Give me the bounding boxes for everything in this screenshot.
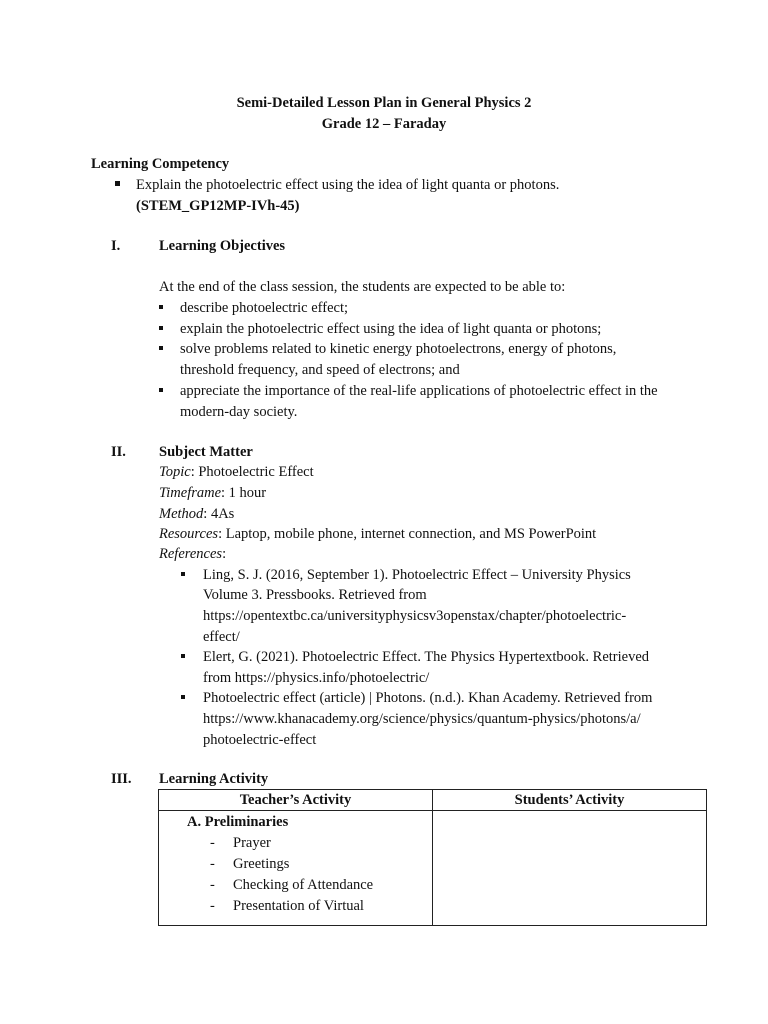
document-subtitle: Grade 12 – Faraday bbox=[321, 116, 447, 132]
table-row bbox=[159, 811, 707, 926]
objective-item: describe photoelectric effect; bbox=[180, 300, 349, 316]
reference-item-continuation: effect/ bbox=[203, 629, 240, 645]
competency-code: (STEM_GP12MP-IVh-45) bbox=[136, 198, 300, 214]
step-item: Prayer bbox=[233, 835, 271, 851]
reference-item-continuation: Volume 3. Pressbooks. Retrieved from bbox=[203, 587, 427, 603]
teacher-activity-header: Teacher’s Activity bbox=[159, 790, 433, 811]
timeframe-label: Timeframe bbox=[159, 485, 222, 501]
objectives-numeral: I. bbox=[111, 238, 121, 254]
subject-numeral: II. bbox=[111, 444, 126, 460]
students-activity-header: Students’ Activity bbox=[433, 790, 707, 811]
objective-bullet bbox=[159, 298, 163, 319]
objective-bullet bbox=[159, 381, 163, 402]
resources-label: Resources bbox=[159, 526, 219, 542]
resources-line bbox=[159, 524, 596, 545]
reference-item: Photoelectric effect (article) | Photons. (n.d.). Khan Academy. Retrieved from bbox=[203, 690, 653, 706]
objective-item: solve problems related to kinetic energy photoelectrons, energy of photons, bbox=[180, 341, 617, 357]
reference-item-continuation: https://www.khanacademy.org/science/physics/quantum-physics/photons/a/ bbox=[203, 711, 641, 727]
activity-numeral: III. bbox=[111, 771, 132, 787]
step-dash: - bbox=[210, 835, 215, 851]
activity-table bbox=[158, 789, 707, 926]
objective-bullet bbox=[159, 319, 163, 340]
method-line bbox=[159, 504, 234, 525]
references-colon: : bbox=[222, 546, 227, 562]
references-line bbox=[159, 544, 226, 565]
reference-bullet bbox=[181, 688, 185, 709]
students-activity-cell bbox=[433, 811, 707, 926]
objectives-intro: At the end of the class session, the students are expected to be able to: bbox=[159, 279, 566, 295]
reference-bullet bbox=[181, 565, 185, 586]
step-item: Presentation of Virtual bbox=[233, 898, 364, 914]
timeframe-value: : 1 hour bbox=[221, 485, 267, 501]
competency-item: Explain the photoelectric effect using the idea of light quanta or photons. bbox=[136, 177, 560, 193]
reference-item-continuation: from https://physics.info/photoelectric/ bbox=[203, 670, 430, 686]
activity-heading: Learning Activity bbox=[159, 771, 269, 787]
reference-bullet bbox=[181, 647, 185, 668]
method-label: Method bbox=[159, 506, 204, 522]
objective-item: explain the photoelectric effect using the idea of light quanta or photons; bbox=[180, 321, 602, 337]
table-header-row bbox=[159, 790, 707, 811]
document-title: Semi-Detailed Lesson Plan in General Physics 2 bbox=[236, 95, 532, 111]
competency-heading: Learning Competency bbox=[91, 156, 230, 172]
objective-bullet bbox=[159, 339, 163, 360]
resources-value: : Laptop, mobile phone, internet connection, and MS PowerPoint bbox=[218, 526, 597, 542]
reference-item: Elert, G. (2021). Photoelectric Effect. The Physics Hypertextbook. Retrieved bbox=[203, 649, 650, 665]
reference-item-continuation: https://opentextbc.ca/universityphysicsv3openstax/chapter/photoelectric- bbox=[203, 608, 627, 624]
step-dash: - bbox=[210, 877, 215, 893]
reference-item-continuation: photoelectric-effect bbox=[203, 732, 317, 748]
topic-label: Topic bbox=[159, 464, 191, 480]
objective-item-continuation: modern-day society. bbox=[180, 404, 298, 420]
objective-item: appreciate the importance of the real-life applications of photoelectric effect in the bbox=[180, 383, 658, 399]
objective-item-continuation: threshold frequency, and speed of electrons; and bbox=[180, 362, 460, 378]
step-dash: - bbox=[210, 856, 215, 872]
competency-bullet bbox=[115, 175, 120, 196]
step-item: Checking of Attendance bbox=[233, 877, 374, 893]
step-dash: - bbox=[210, 898, 215, 914]
timeframe-line bbox=[159, 483, 266, 504]
method-value: : 4As bbox=[203, 506, 235, 522]
step-item: Greetings bbox=[233, 856, 290, 872]
preliminaries-label: A. Preliminaries bbox=[187, 814, 289, 830]
objectives-heading: Learning Objectives bbox=[159, 238, 286, 254]
subject-heading: Subject Matter bbox=[159, 444, 253, 460]
teacher-activity-cell bbox=[159, 811, 433, 926]
references-label: References bbox=[159, 546, 223, 562]
topic-value: : Photoelectric Effect bbox=[190, 464, 314, 480]
topic-line bbox=[159, 462, 314, 483]
reference-item: Ling, S. J. (2016, September 1). Photoelectric Effect – University Physics bbox=[203, 567, 631, 583]
